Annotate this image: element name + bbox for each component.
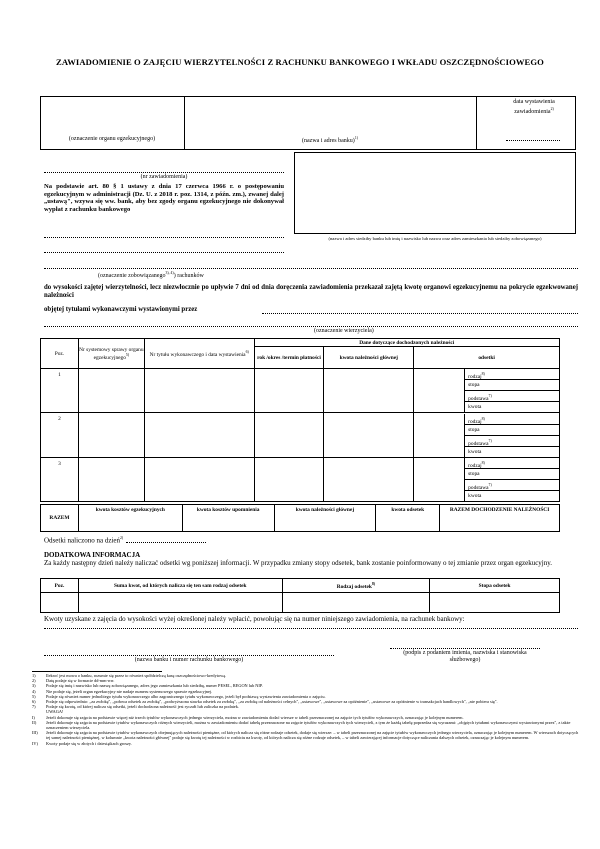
row-number: 1: [41, 369, 79, 413]
interest-rate-label: stopa: [465, 380, 559, 391]
bank-account-label: (nazwa banku i numer rachunku bankowego): [134, 657, 244, 663]
table-row: [41, 413, 560, 457]
additional-text: Za każdy następny dzień należy naliczać odsetki wg poniższej informacji. W przypadku zmiany stopy odsetek, bank zostanie poinformowany o tej zmianie przez organ egzekucyjny.: [44, 559, 553, 567]
signature-line: [390, 648, 540, 649]
footnote-text: Jeżeli dokonuje się zajęcia na podstawie tytułów wykonawczych różnych wierzycieli, można w zawiadomieniu dodać tabelę przeznaczone na zajęcie tytułów wykonawczych tych wierzycieli, z tym że każdą tabelę poprzedza się wyrazami: „objętych tytułami wykonawczymi wystawionymi przez", z także oznaczeniem wierzyciela.: [46, 719, 571, 731]
interest-amount-label: kwota: [468, 404, 482, 411]
creditor-label: (oznaczenie wierzyciela): [314, 328, 374, 334]
col-due-data: Dane dotyczące dochodzonych należności: [254, 339, 559, 347]
footnote-text: Podaje się odpowiednio: „za zwłokę", „połowa odsetek za zwłokę", „podwyższona stawka odsetek za zwłokę", „za zwłokę od należności celnych", „ustawowe", „ustawowe za opóźnienie", „ustawowe za opóźnienie w transakcjach handlowych", „nie pobiera się".: [46, 699, 498, 705]
interest-cell: [414, 413, 560, 457]
cell-title-number[interactable]: [144, 369, 254, 413]
add-col-rate: Stopa odsetek: [430, 579, 560, 593]
footnote-item: [32, 730, 580, 740]
footnote-text: UWAGA!: [46, 709, 64, 715]
interest-basis-label: podstawa$^{7)}$: [465, 391, 559, 402]
cell-system-number[interactable]: [78, 413, 144, 457]
interest-amount-label: kwota: [468, 448, 482, 455]
footnote-text: Ilekroć jest mowa o banku, rozumie się przez to również spółdzielczą kasę oszczędnościowo-kredytową.: [46, 673, 227, 678]
footnote-text: Podaje się również numer jednolitego tytułu wykonawczego albo zagranicznego tytułu wykonawczego, jeżeli był podstawą wystawienia zawiadomienia o zajęciu.: [46, 693, 326, 699]
legal-text: Na podstawie art. 80 § 1 ustawy z dnia 17 czerwca 1966 r. o postępowaniu egzekucyjnym w administracji (Dz. U. z 2018 r. poz. 1314, z późn. zm.), zwanej dalej „ustawą", wzywa się ww. bank, aby bez zgody organu egzekucyjnego nie dokonywał wypłat z rachunku bankowego: [44, 183, 284, 213]
interest-type-label: rodzaj$^{8)}$: [465, 414, 559, 425]
totals-main: kwota należności głównej: [274, 505, 376, 532]
footnotes: [32, 673, 580, 746]
creditor-dotted-line: [44, 326, 578, 327]
interest-rate-label: stopa: [465, 469, 559, 480]
header-divider-2: [476, 96, 477, 150]
footnote-text: Jeżeli dokonuje się zajęcia na podstawie więcej niż trzech tytułów wykonawczych jednego wierzyciela, można w zawiadomieniu dodać wiersze w tabeli przeznaczonej na zajęcie tych tytułów wykonawczych, oznaczając je kolejnym numerem.: [46, 714, 464, 720]
footnote-text: Podaje się kwotę, od której nalicza się odsetki, jeżeli dochodzona należność jest ryczałt lub zaliczka na podatek.: [46, 704, 239, 710]
footnote-number: II): [32, 719, 37, 725]
titles-text: objętej tytułami wykonawczymi wystawionymi przez: [44, 306, 198, 313]
footnote-text: Datę podaje się w formacie dd-mm-rrrr.: [46, 678, 115, 684]
footnote-item: [32, 741, 580, 746]
legal-dotted-1: [44, 237, 284, 238]
interest-date-line: [126, 542, 206, 543]
cell-period[interactable]: [254, 369, 324, 413]
totals-razem: RAZEM: [41, 505, 79, 532]
interest-type-label: rodzaj$^{8)}$: [465, 458, 559, 469]
bank-label: (nazwa i adres banku)$^{1)}$: [302, 136, 358, 144]
footnote-item: [32, 720, 580, 730]
footnote-text: Kwoty podaje się w złotych i dziesiątkach groszy.: [46, 740, 132, 746]
footnote-number: I): [32, 714, 35, 720]
col-main-amount: kwota należności głównej: [324, 347, 414, 369]
footnote-number: 6): [32, 699, 36, 705]
date-label: data wystawienia zawiadomienia$^{2)}$: [513, 99, 555, 115]
interest-rate-label: stopa: [465, 425, 559, 436]
cell-title-number[interactable]: [144, 413, 254, 457]
add-cell-rate[interactable]: [430, 593, 560, 613]
cell-period[interactable]: [254, 457, 324, 501]
bank-account-line: [44, 655, 334, 656]
table-row: [41, 457, 560, 501]
additional-heading: DODATKOWA INFORMACJA: [44, 551, 141, 559]
interest-basis-label: podstawa$^{7)}$: [465, 436, 559, 447]
col-period: rok /okres /termin płatności: [254, 347, 324, 369]
add-cell-poz[interactable]: [41, 593, 79, 613]
totals-interest: kwota odsetek: [376, 505, 440, 532]
cell-main-amount[interactable]: [324, 369, 414, 413]
payment-text: Kwoty uzyskane z zajęcia do wysokości wyżej określonej należy wpłacić, powołując się na numer niniejszego zawiadomienia, na rachunek bankowy:: [44, 615, 465, 623]
footnote-number: 2): [32, 678, 36, 684]
add-col-sum: Suma kwot, od których nalicza się ten sam rodzaj odsetek: [78, 579, 282, 593]
footnote-text: Jeżeli dokonuje się zajęcia na podstawie tytułów wykonawczych obejmujących należności pieniężne, od których nalicza się różne rodzaje odsetek, dodaje się wiersze: – w tabeli przeznaczonej na zajęcie tytułów wykonawczych jednego wierzyciela, oznaczając je kolejnym numerem. W wierszach dotyczących tej samej należności pieniężnej, w kolumnie „kwota należności głównej" podaje się kwotę tej należności w rozbiciu na kwoty, od których nalicza się różne rodzaje odsetek, – w tabeli zawierającej informacje dotyczące naliczania dalszych odsetek, oznaczając je kolejnym numerem.: [46, 730, 579, 741]
cell-main-amount[interactable]: [324, 413, 414, 457]
col-system-number: Nr systemowy sprawy organu egzekucyjnego$^{5)}$: [78, 339, 144, 369]
footnote-text: Nie podaje się, jeżeli organ egzekucyjny nie nadaje numeru systemowego sprawie egzekucyjnej.: [46, 688, 213, 694]
cell-period[interactable]: [254, 413, 324, 457]
row-number: 2: [41, 413, 79, 457]
organ-label: (oznaczenie organu egzekucyjnego): [68, 136, 156, 142]
footnote-number: 4): [32, 688, 36, 694]
footnote-number: 3): [32, 683, 36, 689]
totals-sum: RAZEM DOCHODZENIE NALEŻNOŚCI: [440, 505, 560, 532]
col-title-number: Nr tytułu wykonawczego i data wystawienia$^{6)}$: [144, 339, 254, 369]
totals-costs: kwota kosztów egzekucyjnych: [78, 505, 182, 532]
footnote-number: III): [32, 730, 38, 736]
cell-system-number[interactable]: [78, 457, 144, 501]
obligor-dotted-line: [44, 268, 578, 269]
interest-type-label: rodzaj$^{8)}$: [465, 369, 559, 380]
add-cell-sum[interactable]: [78, 593, 282, 613]
footnote-number: 1): [32, 673, 36, 678]
table-row: [41, 369, 560, 413]
branch-address-label: (nazwa i adres siedziby banku lub imię i nazwisko lub nazwa oraz adres zamieszkania lub siedziby zobowiązanego): [328, 236, 542, 241]
interest-date-label: Odsetki naliczono na dzień$^{2)}$: [44, 536, 124, 545]
cell-title-number[interactable]: [144, 457, 254, 501]
col-poz: Poz.: [41, 339, 79, 369]
footnote-number: IV): [32, 740, 38, 746]
row-number: 3: [41, 457, 79, 501]
add-cell-type[interactable]: [282, 593, 430, 613]
interest-cell: [414, 369, 560, 413]
interest-basis-label: podstawa$^{7)}$: [465, 480, 559, 491]
obligor-label: (oznaczenie zobowiązanego$^{3), 4)}$) rachunków: [98, 271, 204, 279]
additional-table: [40, 578, 560, 613]
titles-dotted-line: [262, 313, 578, 314]
notice-no-label: (nr zawiadomienia): [140, 174, 188, 180]
date-dotted-line: [506, 140, 560, 141]
footnote-separator: [32, 671, 162, 672]
claims-table: [40, 338, 560, 502]
add-col-type: Rodzaj odsetek$^{8)}$: [282, 579, 430, 593]
interest-amount-label: kwota: [468, 492, 482, 499]
totals-table: [40, 504, 560, 532]
footnote-number: 7): [32, 704, 36, 710]
add-col-poz: Poz.: [41, 579, 79, 593]
footnote-number: 5): [32, 693, 36, 699]
branch-address-box: [294, 152, 576, 234]
cell-system-number[interactable]: [78, 369, 144, 413]
document-title: ZAWIADOMIENIE O ZAJĘCIU WIERZYTELNOŚCI Z RACHUNKU BANKOWEGO I WKŁADU OSZCZĘDNOŚCIOWEGO: [56, 57, 544, 67]
notice-no-line: [44, 172, 284, 173]
footnote-text: Podaje się imię i nazwisko lub nazwę zobowiązanego, adres jego zamieszkania lub siedzibę, numer PESEL, REGON lub NIP.: [46, 683, 263, 689]
instruction-text: do wysokości zajętej wierzytelności, lecz niezwłocznie po upływie 7 dni od dnia doręczenia zawiadomienia przekazał zajętą kwotę organowi egzekucyjnemu na pokrycie egzekwowanej należności: [44, 284, 578, 299]
payment-dotted-line: [44, 628, 578, 629]
legal-dotted-2: [44, 252, 284, 253]
signature-label: (podpis z podaniem imienia, nazwiska i stanowiska służbowego): [403, 650, 527, 663]
totals-reminder: kwota kosztów upomnienia: [182, 505, 274, 532]
interest-cell: [414, 457, 560, 501]
cell-main-amount[interactable]: [324, 457, 414, 501]
table-row: [41, 593, 560, 613]
col-interest: odsetki: [414, 347, 560, 369]
